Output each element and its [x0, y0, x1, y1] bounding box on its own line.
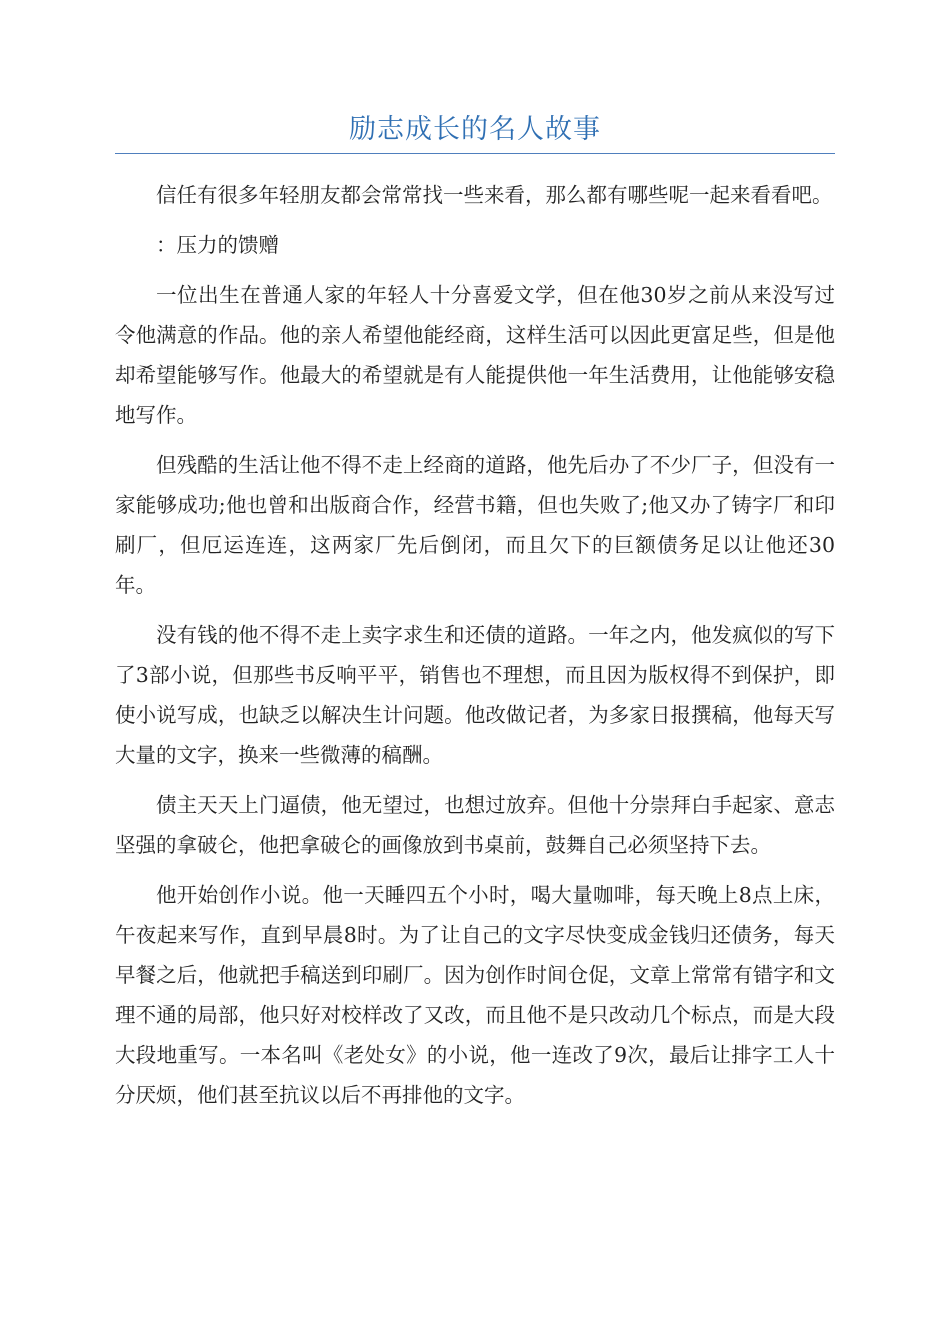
document-body	[115, 175, 835, 1125]
paragraph-intro: 信任有很多年轻朋友都会常常找一些来看，那么都有哪些呢一起来看看吧。	[156, 183, 833, 207]
title-underline	[115, 153, 835, 154]
paragraph-3: 没有钱的他不得不走上卖字求生和还债的道路。一年之内，他发疯似的写下了3部小说，但那些书反响平平，销售也不理想，而且因为版权得不到保护，即使小说写成，也缺乏以解决生计问题。他改做记者，为多家日报撰稿，他每天写大量的文字，换来一些微薄的稿酬。	[115, 623, 835, 767]
paragraph-1: 一位出生在普通人家的年轻人十分喜爱文学，但在他30岁之前从来没写过令他满意的作品。他的亲人希望他能经商，这样生活可以因此更富足些，但是他却希望能够写作。他最大的希望就是有人能提供他一年生活费用，让他能够安稳地写作。	[115, 283, 835, 427]
paragraph-4: 债主天天上门逼债，他无望过，也想过放弃。但他十分崇拜白手起家、意志坚强的拿破仑，他把拿破仑的画像放到书桌前，鼓舞自己必须坚持下去。	[115, 793, 835, 857]
document-title: 励志成长的名人故事	[349, 114, 601, 145]
paragraph-5: 他开始创作小说。他一天睡四五个小时，喝大量咖啡，每天晚上8点上床，午夜起来写作，直到早晨8时。为了让自己的文字尽快变成金钱归还债务，每天早餐之后，他就把手稿送到印刷厂。因为创作时间仓促，文章上常常有错字和文理不通的局部，他只好对校样改了又改，而且他不是只改动几个标点，而是大段大段地重写。一本名叫《老处女》的小说，他一连改了9次，最后让排字工人十分厌烦，他们甚至抗议以后不再排他的文字。	[115, 883, 835, 1107]
paragraph-2: 但残酷的生活让他不得不走上经商的道路，他先后办了不少厂子，但没有一家能够成功;他也曾和出版商合作，经营书籍，但也失败了;他又办了铸字厂和印刷厂，但厄运连连，这两家厂先后倒闭，而且欠下的巨额债务足以让他还30年。	[115, 453, 835, 597]
paragraph-subheading: ：压力的馈赠	[156, 233, 279, 257]
